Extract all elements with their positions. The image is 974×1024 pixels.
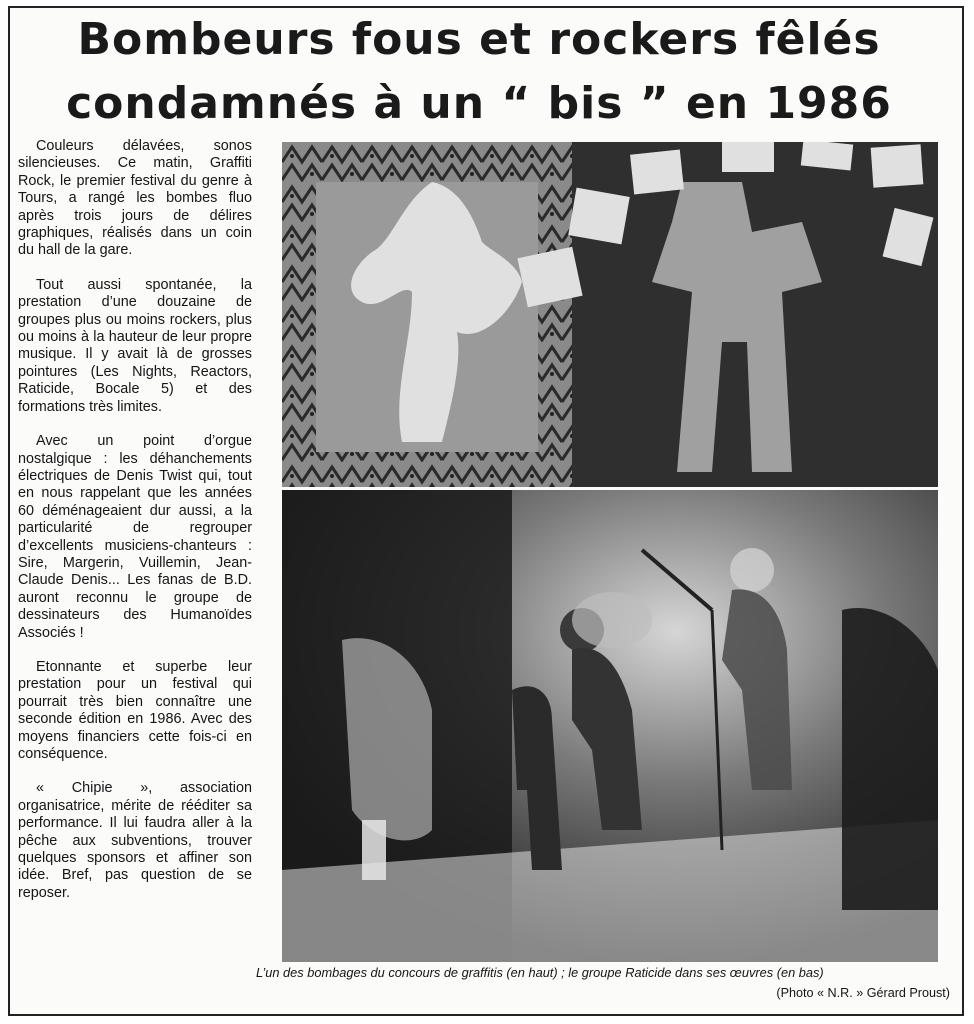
paragraph-5: « Chipie », association organisatrice, mérite de rééditer sa performance. Il lui faudra aller à la pêche aux subventions, trouver quelques sponsors et affiner son idée. Bref, pas question de se reposer. [18, 780, 252, 901]
article-column [18, 138, 252, 919]
headline [14, 8, 944, 136]
headline-line-2: condamnés à un “ bis ” en 1986 [66, 78, 892, 129]
raticide-band-photo [282, 490, 938, 962]
photo-caption: L’un des bombages du concours de graffitis (en haut) ; le groupe Raticide dans ses œuvres (en bas) [256, 965, 824, 980]
paragraph-2: Tout aussi spontanée, la prestation d’une douzaine de groupes plus ou moins rockers, plus ou moins à la hauteur de leur propre musique. Il y avait là de grosses pointures (Les Nights, Reactors, Raticide, Bocale 5) et des formations très limites. [18, 276, 252, 415]
paragraph-3: Avec un point d’orgue nostalgique : les déhanchements électriques de Denis Twist qui, tout en nous rappelant que les années 60 déménageaient dur aussi, a la particularité de regrouper d’excellents musiciens-chanteurs : Sire, Margerin, Vuillemin, Jean-Claude Denis... Les fanas de B.D. auront reconnu le groupe de dessinateurs des Humanoïdes Associés ! [18, 433, 252, 641]
paragraph-1: Couleurs délavées, sonos silencieuses. Ce matin, Graffiti Rock, le premier festival du genre à Tours, a rangé les bombes fluo après trois jours de délires graphiques, réalisés dans un coin du hall de la gare. [18, 138, 252, 259]
graffiti-mural-photo [282, 142, 938, 487]
paragraph-4: Etonnante et superbe leur prestation pour un festival qui pourrait très bien connaître une seconde édition en 1986. Avec des moyens financiers cette fois-ci en conséquence. [18, 658, 252, 762]
photo-credit: (Photo « N.R. » Gérard Proust) [776, 986, 950, 1000]
headline-line-1: Bombeurs fous et rockers fêlés [77, 14, 881, 65]
